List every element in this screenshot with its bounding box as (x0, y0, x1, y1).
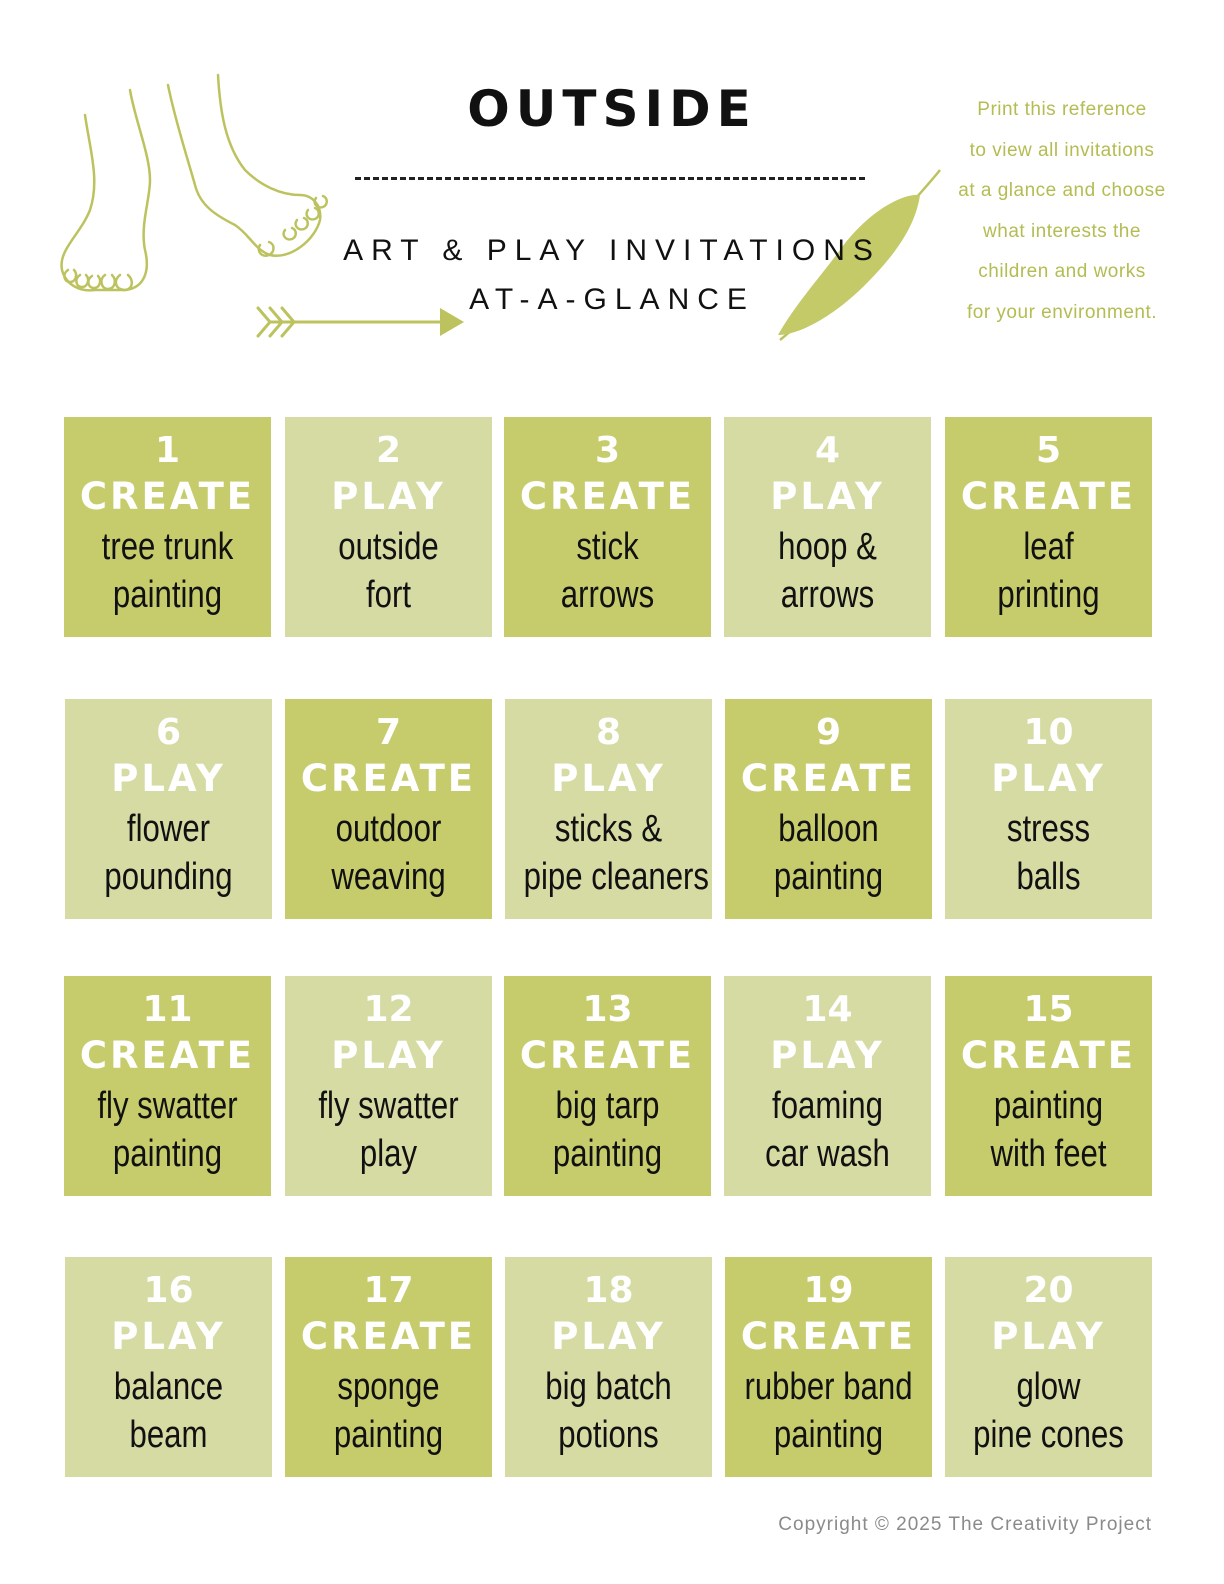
tile-activity (964, 805, 1134, 901)
tile-activity-line: sticks & (554, 808, 663, 850)
tile-activity-line: painting (112, 574, 223, 616)
print-note-line: for your environment. (966, 301, 1158, 323)
invitation-tile (285, 699, 492, 919)
print-note-line: to view all invitations (969, 139, 1155, 161)
invitation-tile (724, 417, 931, 637)
invitation-tile (945, 976, 1152, 1196)
tile-kind: PLAY (991, 757, 1106, 800)
print-note-line: at a glance and choose (958, 180, 1166, 201)
tile-activity-line: pounding (104, 856, 233, 898)
invitation-tile (725, 699, 932, 919)
tile-number: 19 (803, 1270, 854, 1311)
invitation-tile (285, 976, 492, 1196)
tile-activity-line: flower (126, 808, 211, 850)
tile-activity-line: big tarp (555, 1085, 660, 1127)
invitation-tile (945, 417, 1152, 637)
tile-activity-line: painting (333, 1414, 444, 1456)
tile-number: 3 (594, 430, 621, 471)
tile-activity-line: fort (365, 574, 412, 616)
tile-kind: CREATE (300, 1315, 477, 1358)
tile-kind: CREATE (519, 1034, 696, 1077)
tile-activity-line: balloon (778, 808, 879, 850)
tile-activity (743, 1082, 913, 1178)
tile-kind: CREATE (960, 1034, 1137, 1077)
tile-number: 14 (802, 989, 853, 1030)
tile-activity (523, 1082, 693, 1178)
tile-activity-line: fly swatter (318, 1085, 459, 1127)
tile-kind: CREATE (79, 475, 256, 518)
print-note (940, 90, 1184, 333)
tile-activity-line: hoop & (778, 526, 877, 568)
tile-kind: CREATE (79, 1034, 256, 1077)
tile-activity-line: balls (1016, 856, 1081, 898)
tile-activity-line: beam (129, 1414, 208, 1456)
tile-activity-line: pine cones (973, 1414, 1124, 1456)
invitation-tile (64, 417, 271, 637)
tile-kind: CREATE (960, 475, 1137, 518)
tile-kind: PLAY (770, 1034, 885, 1077)
print-note-line: Print this reference (977, 99, 1147, 120)
tile-number: 18 (583, 1270, 634, 1311)
tile-activity-line: painting (773, 1414, 884, 1456)
tile-activity-line: painting (773, 856, 884, 898)
tile-activity-line: tree trunk (101, 526, 234, 568)
invitation-tile (285, 1257, 492, 1477)
tile-number: 9 (815, 712, 842, 753)
tile-kind: PLAY (111, 757, 226, 800)
tile-activity-line: outside (338, 526, 439, 568)
tile-activity-line: balance (113, 1366, 224, 1408)
tile-activity (84, 805, 254, 901)
tile-activity (523, 805, 709, 901)
tile-kind: PLAY (331, 475, 446, 518)
tile-number: 13 (582, 989, 633, 1030)
tile-number: 16 (143, 1270, 194, 1311)
page-title: OUTSIDE (467, 80, 757, 138)
tile-activity-line: car wash (765, 1133, 890, 1175)
tile-number: 20 (1023, 1270, 1074, 1311)
tile-number: 4 (814, 430, 841, 471)
tile-activity-line: glow (1016, 1366, 1081, 1408)
tile-number: 2 (375, 430, 402, 471)
tile-activity (304, 523, 474, 619)
tile-number: 11 (142, 989, 193, 1030)
invitation-tile (65, 1257, 272, 1477)
tile-number: 6 (155, 712, 182, 753)
tile-activity-line: big batch (545, 1366, 672, 1408)
tile-number: 5 (1035, 430, 1062, 471)
tile-number: 1 (154, 430, 181, 471)
tile-activity (304, 1363, 474, 1459)
tile-kind: PLAY (111, 1315, 226, 1358)
tile-activity-line: outdoor (335, 808, 442, 850)
tile-activity (304, 1082, 474, 1178)
tile-kind: CREATE (740, 1315, 917, 1358)
tile-activity-line: with feet (990, 1133, 1107, 1175)
tile-kind: PLAY (551, 757, 666, 800)
tile-activity-line: arrows (780, 574, 875, 616)
tile-activity-line: stress (1006, 808, 1091, 850)
invitation-tile (64, 976, 271, 1196)
invitation-tile (945, 1257, 1152, 1477)
tile-activity-line: painting (552, 1133, 663, 1175)
tile-number: 10 (1023, 712, 1074, 753)
tile-activity (83, 1082, 253, 1178)
invitation-tile (285, 417, 492, 637)
tile-activity (83, 523, 253, 619)
invitation-tile (504, 976, 711, 1196)
invitation-tile (945, 699, 1152, 919)
tile-activity-line: play (359, 1133, 418, 1175)
copyright: Copyright © 2025 The Creativity Project (778, 1514, 1152, 1535)
tile-number: 8 (595, 712, 622, 753)
tile-kind: CREATE (300, 757, 477, 800)
tile-kind: PLAY (991, 1315, 1106, 1358)
tile-kind: PLAY (331, 1034, 446, 1077)
tile-activity (744, 1363, 914, 1459)
divider (355, 177, 865, 180)
tile-activity-line: printing (997, 574, 1100, 616)
tile-number: 17 (363, 1270, 414, 1311)
tile-number: 15 (1023, 989, 1074, 1030)
tile-activity-line: painting (993, 1085, 1104, 1127)
tile-kind: CREATE (740, 757, 917, 800)
tile-activity-line: painting (112, 1133, 223, 1175)
invitation-tile (724, 976, 931, 1196)
tile-kind: PLAY (551, 1315, 666, 1358)
tile-activity (964, 1363, 1134, 1459)
tile-activity (523, 523, 693, 619)
tile-activity (84, 1363, 254, 1459)
print-note-line: what interests the (983, 220, 1141, 242)
invitation-tile (505, 1257, 712, 1477)
tile-activity-line: pipe cleaners (523, 856, 709, 898)
tile-kind: PLAY (770, 475, 885, 518)
tile-activity-line: foaming (772, 1085, 883, 1127)
tile-activity-line: sponge (337, 1366, 440, 1408)
tile-activity-line: rubber band (744, 1366, 913, 1408)
invitation-tile (65, 699, 272, 919)
invitation-tile (505, 699, 712, 919)
tile-activity-line: fly swatter (97, 1085, 238, 1127)
tile-activity-line: leaf (1023, 526, 1074, 568)
tile-number: 12 (363, 989, 414, 1030)
print-note-line: children and works (978, 261, 1146, 282)
tile-activity (524, 1363, 694, 1459)
invitation-tile (504, 417, 711, 637)
invitation-tile (725, 1257, 932, 1477)
tile-activity-line: stick (576, 526, 639, 568)
tile-activity (964, 523, 1134, 619)
tile-activity-line: arrows (560, 574, 655, 616)
tile-activity-line: weaving (331, 856, 446, 898)
tile-activity (743, 523, 913, 619)
subtitle-line-1: ART & PLAY INVITATIONS (343, 234, 881, 267)
tile-activity (304, 805, 474, 901)
subtitle-line-2: AT-A-GLANCE (469, 283, 755, 316)
tile-kind: CREATE (519, 475, 696, 518)
tile-activity (744, 805, 914, 901)
tile-activity (964, 1082, 1134, 1178)
tile-number: 7 (375, 712, 402, 753)
tile-activity-line: potions (558, 1414, 659, 1456)
